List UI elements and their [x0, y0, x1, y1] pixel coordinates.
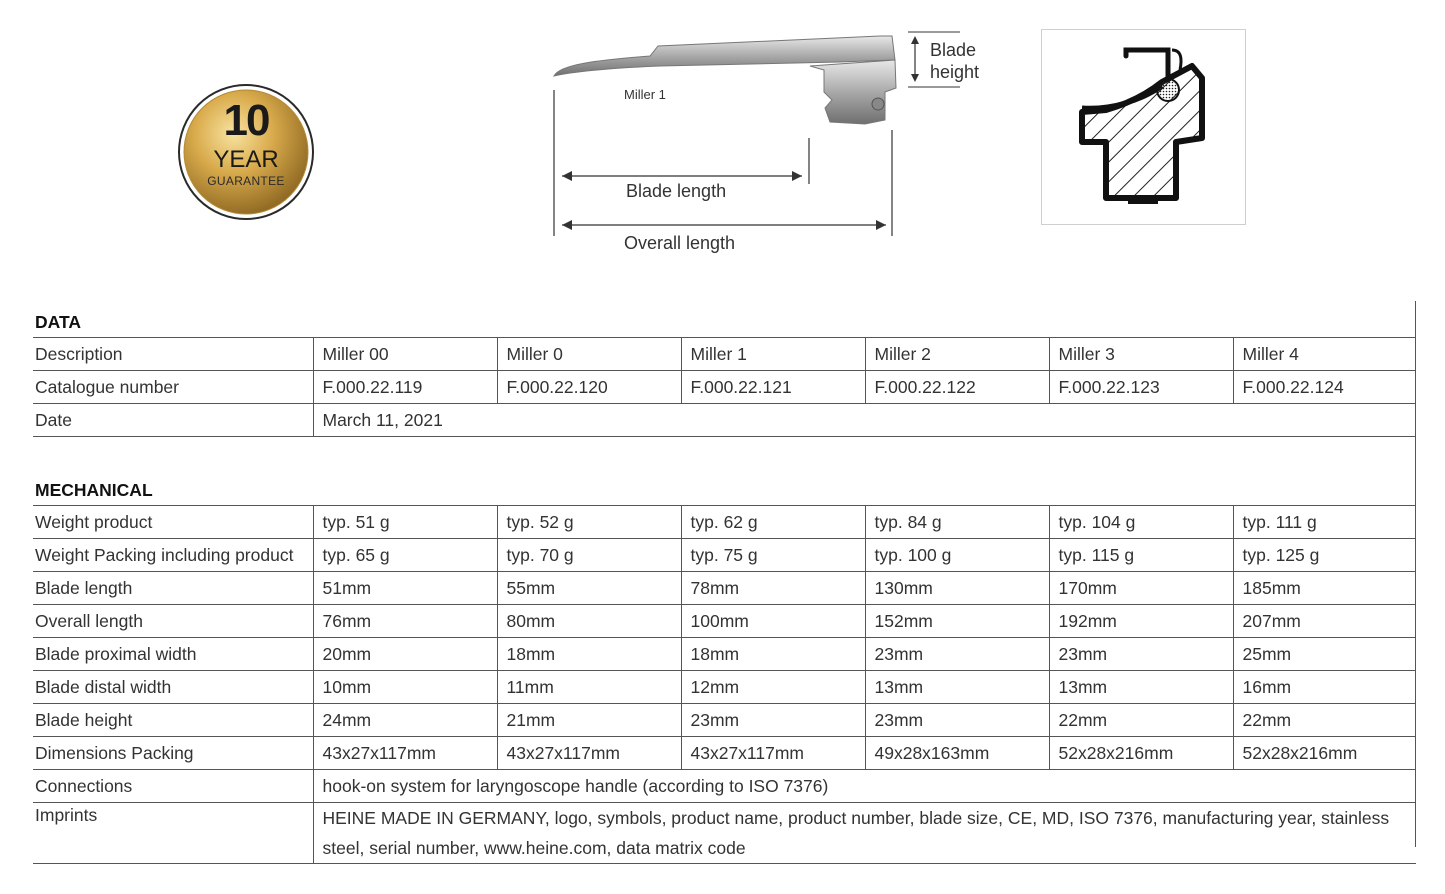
table-cell: 22mm [1049, 704, 1233, 737]
model-label: Miller 1 [624, 87, 666, 102]
table-cell: 51mm [313, 572, 497, 605]
badge-year: YEAR [213, 146, 279, 173]
row-label: Weight product [33, 506, 313, 539]
table-cell: HEINE MADE IN GERMANY, logo, symbols, product name, product number, blade size, CE, MD, ISO 7376, manufacturing year, stainless steel, serial number, www.heine.com, data matrix code [313, 803, 1416, 864]
table-cell: 25mm [1233, 638, 1416, 671]
table-cell: Miller 0 [497, 338, 681, 371]
table-cell: 23mm [681, 704, 865, 737]
row-label: Imprints [33, 803, 313, 864]
row-label: Blade distal width [33, 671, 313, 704]
table-cell: typ. 70 g [497, 539, 681, 572]
table-row [33, 506, 1416, 539]
table-cell: 78mm [681, 572, 865, 605]
section-header-mechanical [33, 437, 1416, 506]
table-cell: hook-on system for laryngoscope handle (according to ISO 7376) [313, 770, 1416, 803]
table-cell: 170mm [1049, 572, 1233, 605]
table-row [33, 572, 1416, 605]
table-cell: typ. 51 g [313, 506, 497, 539]
table-cell: 192mm [1049, 605, 1233, 638]
table-cell: typ. 100 g [865, 539, 1049, 572]
table-cell: 52x28x216mm [1233, 737, 1416, 770]
blade-height-label-line2: height [930, 62, 980, 82]
table-cell: F.000.22.124 [1233, 371, 1416, 404]
table-cell: 18mm [497, 638, 681, 671]
table-cell: 43x27x117mm [313, 737, 497, 770]
table-cell: 43x27x117mm [497, 737, 681, 770]
table-cell: 24mm [313, 704, 497, 737]
row-label: Blade proximal width [33, 638, 313, 671]
table-cell: typ. 52 g [497, 506, 681, 539]
table-cell: 52x28x216mm [1049, 737, 1233, 770]
badge-number: 10 [223, 96, 269, 145]
table-cell: Miller 00 [313, 338, 497, 371]
table-cell: 18mm [681, 638, 865, 671]
table-cell: 43x27x117mm [681, 737, 865, 770]
table-cell: 23mm [865, 704, 1049, 737]
table-row [33, 803, 1416, 864]
table-cell: 10mm [313, 671, 497, 704]
blade-dimension-diagram [540, 20, 1010, 270]
blade-height-label-line1: Blade [930, 40, 977, 60]
table-cell: 21mm [497, 704, 681, 737]
table-row [33, 605, 1416, 638]
table-cell: F.000.22.119 [313, 371, 497, 404]
hook-on-cross-section-icon [1042, 30, 1245, 224]
table-cell: 55mm [497, 572, 681, 605]
table-cell: typ. 84 g [865, 506, 1049, 539]
section-header-data [33, 301, 1416, 338]
row-label: Date [33, 404, 313, 437]
table-cell: 49x28x163mm [865, 737, 1049, 770]
blade-length-label: Blade length [626, 181, 727, 201]
table-cell: typ. 125 g [1233, 539, 1416, 572]
row-label: Description [33, 338, 313, 371]
table-cell: Miller 1 [681, 338, 865, 371]
table-row [33, 671, 1416, 704]
table-cell: F.000.22.123 [1049, 371, 1233, 404]
table-cell: Miller 4 [1233, 338, 1416, 371]
cross-section-drawing [1041, 29, 1246, 225]
table-cell: F.000.22.121 [681, 371, 865, 404]
table-cell: 76mm [313, 605, 497, 638]
row-label: Blade length [33, 572, 313, 605]
table-cell: 20mm [313, 638, 497, 671]
table-cell: typ. 104 g [1049, 506, 1233, 539]
table-row [33, 638, 1416, 671]
table-row [33, 404, 1416, 437]
table-cell: March 11, 2021 [313, 404, 1416, 437]
table-cell: 11mm [497, 671, 681, 704]
table-row [33, 770, 1416, 803]
overall-length-label: Overall length [624, 233, 736, 253]
guarantee-badge [176, 82, 316, 222]
table-cell: F.000.22.120 [497, 371, 681, 404]
table-cell: 152mm [865, 605, 1049, 638]
row-label: Dimensions Packing [33, 737, 313, 770]
table-cell: Miller 2 [865, 338, 1049, 371]
table-cell: 13mm [1049, 671, 1233, 704]
table-cell: typ. 62 g [681, 506, 865, 539]
table-cell: 130mm [865, 572, 1049, 605]
table-cell: 16mm [1233, 671, 1416, 704]
section-title-mechanical: MECHANICAL [33, 437, 1416, 506]
table-cell: 207mm [1233, 605, 1416, 638]
table-cell: 23mm [1049, 638, 1233, 671]
table-cell: typ. 65 g [313, 539, 497, 572]
table-row [33, 338, 1416, 371]
table-row [33, 737, 1416, 770]
specifications-table [33, 301, 1416, 864]
row-label: Overall length [33, 605, 313, 638]
row-label: Connections [33, 770, 313, 803]
table-cell: 100mm [681, 605, 865, 638]
table-cell: typ. 115 g [1049, 539, 1233, 572]
table-row [33, 539, 1416, 572]
table-cell: 12mm [681, 671, 865, 704]
badge-guarantee: GUARANTEE [207, 174, 285, 188]
table-cell: 185mm [1233, 572, 1416, 605]
table-cell: typ. 75 g [681, 539, 865, 572]
table-cell: 22mm [1233, 704, 1416, 737]
table-cell: 13mm [865, 671, 1049, 704]
table-cell: typ. 111 g [1233, 506, 1416, 539]
row-label: Blade height [33, 704, 313, 737]
table-cell: 80mm [497, 605, 681, 638]
table-cell: Miller 3 [1049, 338, 1233, 371]
table-cell: F.000.22.122 [865, 371, 1049, 404]
row-label: Weight Packing including product [33, 539, 313, 572]
section-title-data: DATA [33, 301, 1416, 338]
table-row [33, 704, 1416, 737]
table-cell: 23mm [865, 638, 1049, 671]
table-row [33, 371, 1416, 404]
row-label: Catalogue number [33, 371, 313, 404]
